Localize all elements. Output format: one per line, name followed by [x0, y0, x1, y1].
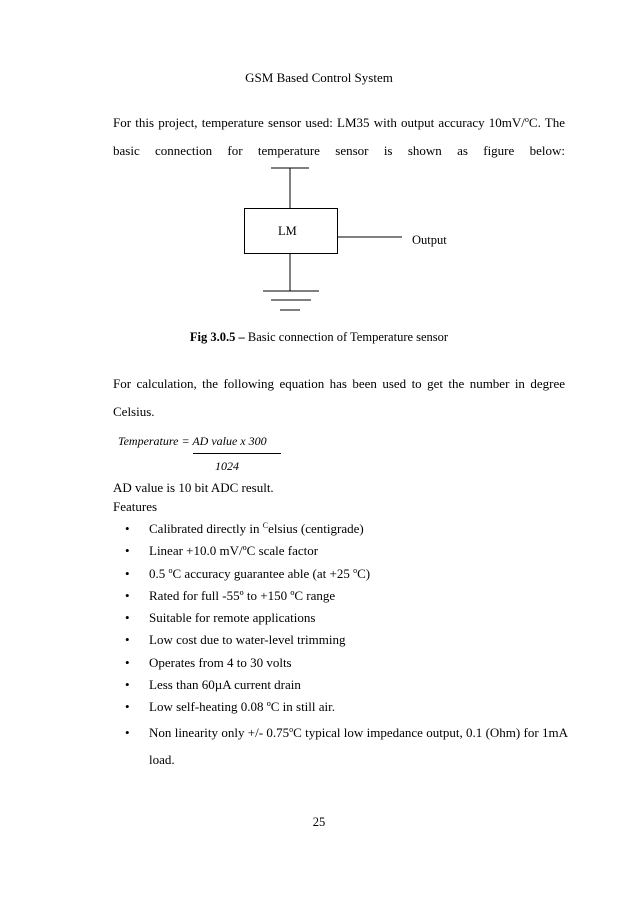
intro-paragraph [113, 109, 565, 165]
equation-fraction-bar [193, 453, 281, 454]
equation-numerator: Temperature = AD value x 300 [118, 434, 267, 448]
bullet-icon: • [125, 521, 130, 536]
features-list [113, 518, 568, 773]
list-item: • Suitable for remote applications [113, 607, 568, 629]
list-item: • Low self-heating 0.08 ºC in still air. [113, 696, 568, 718]
list-item: • 0.5 $^o$C accuracy guarantee able (at +25 $^o$C) [113, 563, 568, 585]
bullet-icon: • [125, 677, 130, 693]
bullet-icon: • [125, 654, 130, 670]
bullet-icon: • [125, 610, 130, 626]
list-item: • Linear +10.0 mV/ºC scale factor [113, 540, 568, 562]
adc-note: AD value is 10 bit ADC result. [113, 480, 274, 495]
bullet-icon: • [125, 565, 130, 581]
bullet-icon: • [125, 724, 130, 740]
bullet-icon: • [125, 543, 130, 559]
intro-line-1: For this project, temperature sensor used: LM35 with output accuracy 10mV/$^o$C. The [113, 115, 565, 130]
list-item: • Operates from 4 to 30 volts [113, 652, 568, 674]
list-item: • Calibrated directly in $^C$elsius (centigrade) [113, 518, 568, 540]
chip-label: LM [278, 224, 297, 238]
list-item: • Low cost due to water-level trimming [113, 629, 568, 651]
page-number: 25 [312, 815, 326, 829]
bullet-icon: • [125, 587, 130, 603]
intro-line-2: basic connection for temperature sensor is shown as figure below: [113, 143, 565, 158]
output-label: Output [412, 233, 447, 247]
running-header: GSM Based Control System [245, 70, 393, 85]
equation-denominator: 1024 [215, 459, 239, 473]
list-item: • Less than 60µA current drain [113, 674, 568, 696]
calculation-paragraph: For calculation, the following equation has been used to get the number in degree Celsius. [113, 376, 565, 419]
figure-caption: Fig 3.0.5 – Basic connection of Temperature sensor [189, 330, 449, 344]
list-item: • Non linearity only +/- 0.75$^o$C typical low impedance output, 0.1 (Ohm) for 1mA load. [113, 719, 568, 773]
list-item: • Rated for full -55º to +150 ºC range [113, 585, 568, 607]
features-heading: Features [113, 499, 158, 514]
bullet-icon: • [125, 699, 130, 715]
bullet-icon: • [125, 632, 130, 648]
